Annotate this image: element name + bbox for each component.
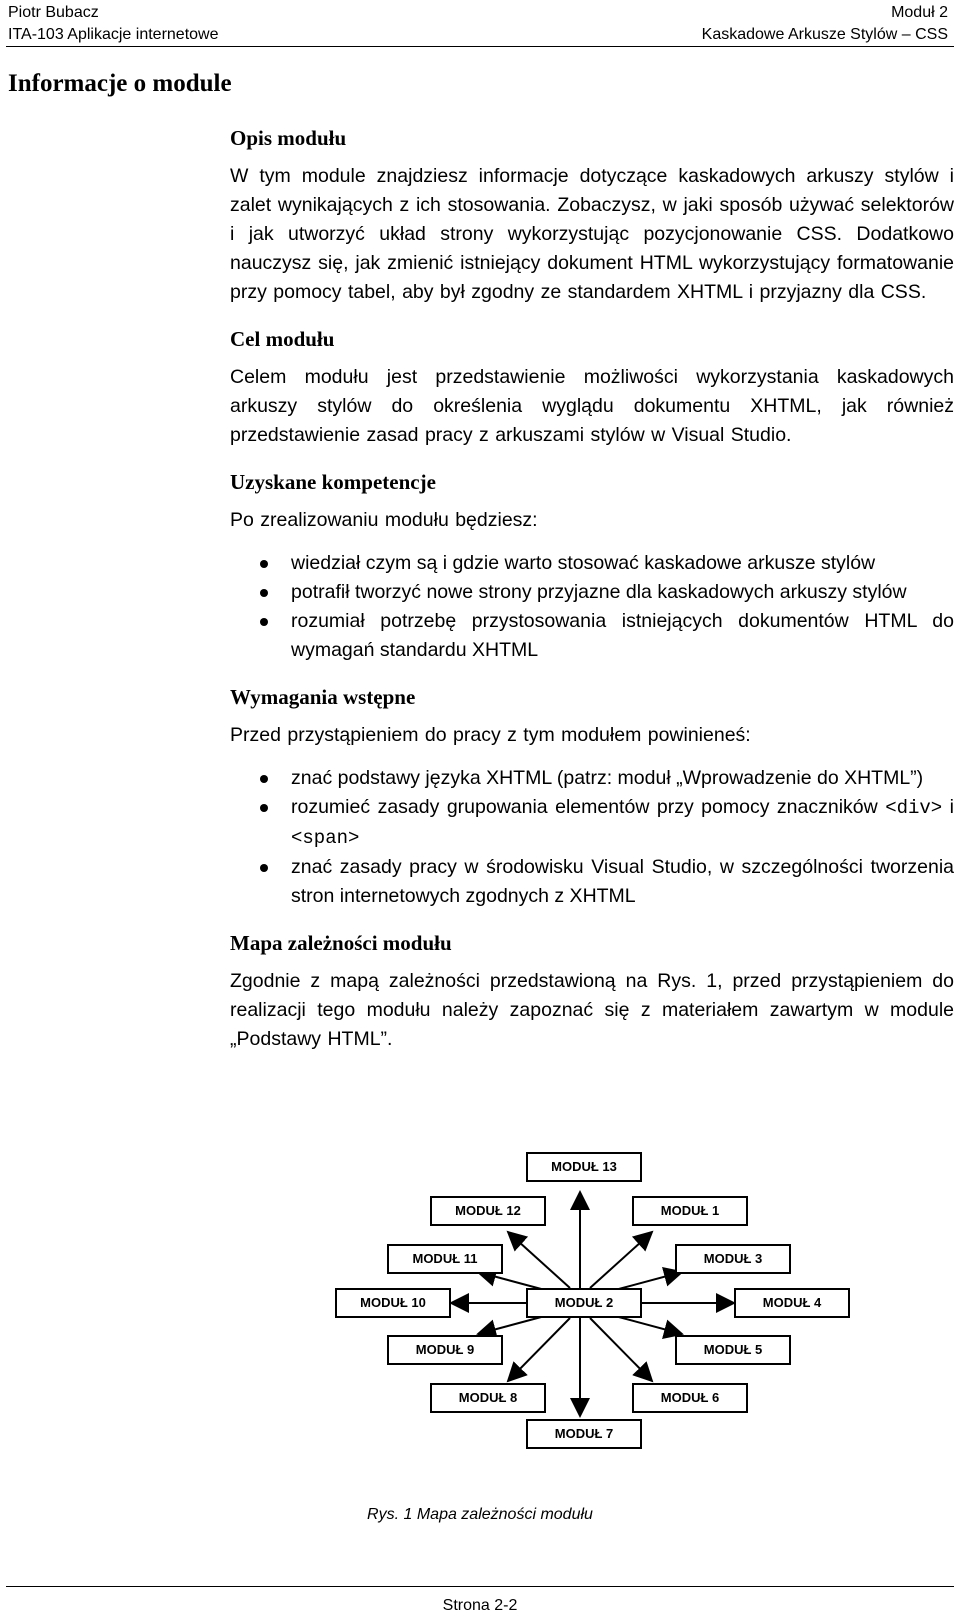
list-item: znać zasady pracy w środowisku Visual Studio, w szczególności tworzenia stron internetowych zgodnych z XHTML: [230, 853, 954, 911]
arrow-6: [590, 1318, 652, 1381]
node-modul-1: MODUŁ 1: [632, 1196, 748, 1226]
section-wymagania: [230, 683, 954, 911]
section-text: W tym module znajdziesz informacje dotyczące kaskadowych arkuszy stylów i zalet wynikających z ich stosowania. Zobaczysz, w jaki sposób używać selektorów i jak utworzyć układ strony wykorzystując pozycjonowanie CSS. Dodatkowo nauczysz się, jak zmienić istniejący dokument HTML wykorzystujący formatowanie przy pomocy tabel, aby był zgodny ze standardem XHTML i przyjazny dla CSS.: [230, 165, 954, 303]
node-modul-3: MODUŁ 3: [675, 1244, 791, 1274]
footer-rule: [6, 1586, 954, 1587]
bullet-icon: [260, 804, 268, 812]
section-kompetencje: [230, 468, 954, 665]
node-modul-7: MODUŁ 7: [526, 1419, 642, 1449]
bullet-icon: [260, 618, 268, 626]
node-modul-13: MODUŁ 13: [526, 1152, 642, 1182]
bullet-icon: [260, 775, 268, 783]
page-header: [0, 0, 960, 44]
page-number: Strona 2-2: [442, 1597, 518, 1614]
figure-caption: Rys. 1 Mapa zależności modułu: [367, 1506, 593, 1523]
list-item: rozumieć zasady grupowania elementów przy pomocy znaczników <div> i <span>: [230, 793, 954, 853]
node-modul-5: MODUŁ 5: [675, 1335, 791, 1365]
node-modul-6: MODUŁ 6: [632, 1383, 748, 1413]
list-item: potrafił tworzyć nowe strony przyjazne dla kaskadowych arkuszy stylów: [230, 578, 954, 607]
section-intro: Po zrealizowaniu modułu będziesz:: [230, 509, 538, 531]
node-modul-11: MODUŁ 11: [387, 1244, 503, 1274]
author-name: Piotr Bubacz: [8, 4, 99, 21]
arrow-1: [590, 1232, 652, 1288]
section-heading: Wymagania wstępne: [230, 685, 416, 709]
section-opis: [230, 124, 954, 307]
bullet-icon: [260, 864, 268, 872]
dependency-diagram: [0, 1160, 960, 1520]
section-text: Celem modułu jest przedstawienie możliwości wykorzystania kaskadowych arkuszy stylów do określenia wyglądu dokumentu XHTML, jak również przedstawienie zasad pracy z arkuszami stylów w Visual Studio.: [230, 366, 954, 446]
node-modul-10: MODUŁ 10: [335, 1288, 451, 1318]
course-name: ITA-103 Aplikacje internetowe: [8, 26, 219, 43]
header-right: [702, 2, 948, 46]
list-item: wiedział czym są i gdzie warto stosować kaskadowe arkusze stylów: [230, 549, 954, 578]
section-text: Zgodnie z mapą zależności przedstawioną na Rys. 1, przed przystąpieniem do realizacji tego modułu należy zapoznać się z materiałem zawartym w module „Podstawy HTML”.: [230, 970, 954, 1050]
node-modul-2: MODUŁ 2: [526, 1288, 642, 1318]
arrow-12: [508, 1232, 570, 1288]
bullet-icon: [260, 589, 268, 597]
node-modul-9: MODUŁ 9: [387, 1335, 503, 1365]
header-left: [8, 2, 218, 46]
module-number: Moduł 2: [891, 4, 948, 21]
page-title: Informacje o module: [8, 70, 232, 97]
node-modul-12: MODUŁ 12: [430, 1196, 546, 1226]
main-content: [230, 124, 954, 1072]
list-item: znać podstawy języka XHTML (patrz: moduł „Wprowadzenie do XHTML”): [230, 764, 954, 793]
arrow-9: [478, 1316, 545, 1334]
header-rule: [6, 46, 954, 47]
competence-list: [230, 549, 954, 665]
section-cel: [230, 325, 954, 450]
section-heading: Uzyskane kompetencje: [230, 470, 436, 494]
section-heading: Cel modułu: [230, 327, 335, 351]
section-heading: Mapa zależności modułu: [230, 931, 452, 955]
section-heading: Opis modułu: [230, 126, 347, 150]
section-intro: Przed przystąpieniem do pracy z tym modułem powinieneś:: [230, 724, 751, 746]
list-item: rozumiał potrzebę przystosowania istniejących dokumentów HTML do wymagań standardu XHTML: [230, 607, 954, 665]
bullet-icon: [260, 560, 268, 568]
code-div: <div>: [885, 797, 943, 819]
arrow-8: [508, 1318, 570, 1381]
section-mapa: [230, 929, 954, 1054]
module-title: Kaskadowe Arkusze Stylów – CSS: [701, 26, 948, 43]
node-modul-4: MODUŁ 4: [734, 1288, 850, 1318]
node-modul-8: MODUŁ 8: [430, 1383, 546, 1413]
requirements-list: [230, 764, 954, 911]
arrow-5: [615, 1316, 682, 1334]
code-span: <span>: [291, 827, 360, 849]
